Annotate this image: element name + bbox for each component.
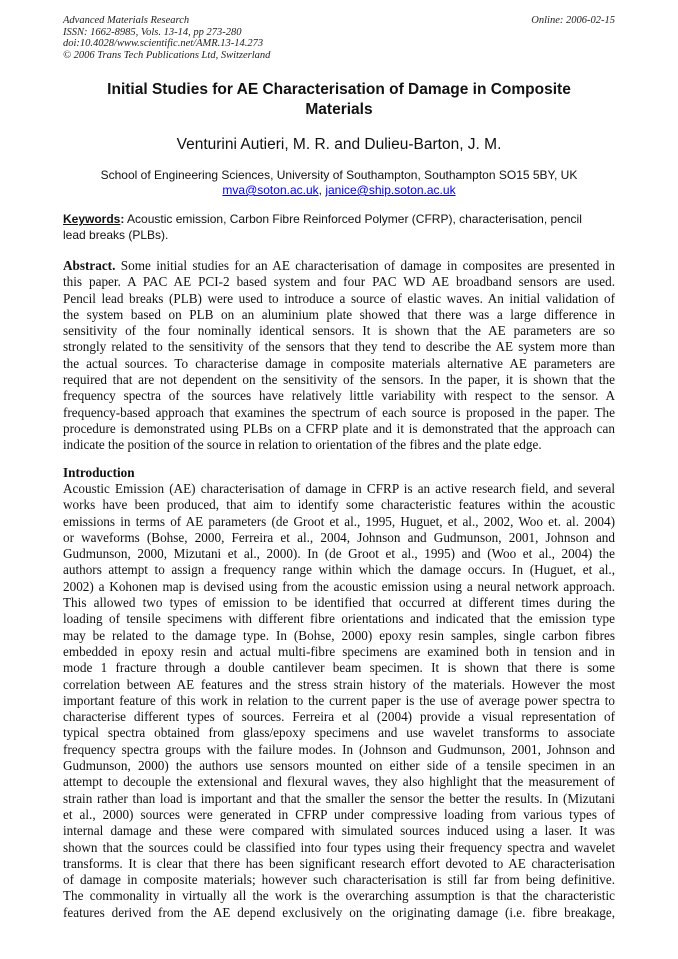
line-text: important feature of this work in relation to the current paper is the use of average power spectra to (63, 692, 615, 708)
introduction-body (63, 481, 615, 921)
text-line (63, 677, 615, 693)
text-line (63, 530, 615, 546)
line-text: sensitivity of the four nominally identical sensors. It is shown that the AE parameters are so (63, 323, 615, 339)
line-text: typical spectra obtained from glass/epoxy specimens and use wavelet transforms to associate (63, 725, 615, 741)
affiliation-block (63, 168, 615, 198)
line-text: Pencil lead breaks (PLB) were used to introduce a source of elastic waves. An initial validation of (63, 290, 615, 306)
text-line (63, 546, 615, 562)
text-line (63, 823, 615, 839)
text-line (63, 758, 615, 774)
line-text: strain rather than load is important and that the smaller the sensor the better the results. In (Mizutani (63, 790, 615, 806)
keywords-text: Acoustic emission, Carbon Fibre Reinforced Polymer (CFRP), characterisation, pencil (127, 212, 582, 226)
text-line (63, 611, 615, 627)
line-text: emissions in terms of AE parameters (de Groot et al., 1995, Huguet, et al., 2002, Woo et. al. 2004) (63, 513, 615, 529)
line-text: Gudmunson, 2000, Mizutani et al., 2000). In (de Groot et al., 1995) and (Woo et al., 2004) the (63, 546, 615, 562)
line-text: indicate the position of the source in relation to orientation of the fibres and the plate edge. (63, 437, 542, 453)
text-line (63, 807, 615, 823)
text-line (63, 437, 615, 453)
line-text: 2002) a Kohonen map is devised using from the acoustic emission using a neural network approach. (63, 578, 615, 594)
text-line (63, 644, 615, 660)
online-date: Online: 2006-02-15 (531, 15, 615, 26)
line-text: frequency spectra of the sources have relatively little variability with respect to the sensor. A (63, 388, 615, 404)
line-text: strongly related to the sensitivity of the sensors that they tend to describe the AE system more than (63, 339, 615, 355)
authors: Venturini Autieri, M. R. and Dulieu-Barton, J. M. (176, 136, 502, 153)
text-line (63, 628, 615, 644)
line-text: internal damage and these were compared with simulated sources induced using a laser. It was (63, 823, 615, 839)
text-line (63, 514, 615, 530)
line-text: Acoustic Emission (AE) characterisation of damage in CFRP is an active research field, and several (63, 481, 615, 496)
text-line (63, 339, 615, 355)
line-text: of damage in composite materials; however such characterisation is still far from being definitive. (63, 872, 615, 888)
text-line (63, 323, 615, 339)
line-text: the actual sources. To characterise damage in composite materials alternative AE parameters are (63, 355, 615, 371)
line-text: works have been produced, that aim to identify some characteristic features within the acoustic (63, 497, 615, 513)
text-line (63, 481, 615, 497)
text-line (63, 905, 615, 921)
line-text: authors attempt to assign a frequency range within which the damage occurs. In (Huguet, et al., (63, 562, 615, 578)
text-line (63, 791, 615, 807)
line-text: The commonality in virtually all the work is the overarching assumption is that the characteristic (63, 888, 615, 904)
text-line (63, 356, 615, 372)
text-line (63, 660, 615, 676)
text-line (63, 579, 615, 595)
line-text: features derived from the AE depend exclusively on the originating damage (i.e. fibre breakage, (63, 904, 615, 920)
line-text: mode 1 fracture through a double cantilever beam specimen. It is shown that there is some (63, 660, 615, 676)
text-line (63, 742, 615, 758)
doi-line: doi:10.4028/www.scientific.net/AMR.13-14.273 (63, 38, 264, 50)
section-heading-introduction: Introduction (63, 465, 135, 480)
text-line (63, 274, 615, 290)
keywords (63, 211, 615, 243)
text-line (63, 856, 615, 872)
text-line (63, 388, 615, 404)
line-text: Some initial studies for an AE characterisation of damage in composites are presented in (120, 258, 615, 273)
line-text: this paper. A PAC AE PCI-2 based system and four PAC WD AE broadband sensors are used. (63, 274, 615, 290)
abstract (63, 258, 615, 454)
email-link[interactable]: janice@ship.soton.ac.uk (325, 183, 456, 197)
line-text: This allowed two types of emission to be identified that occurred at different times during the (63, 595, 615, 611)
line-text: embedded in epoxy resin and actual multi-fibre specimens are examined both in tension and in (63, 643, 615, 659)
keywords-text: lead breaks (PLBs). (63, 228, 169, 242)
emails (63, 183, 615, 198)
text-line (63, 421, 615, 437)
line-text: attempt to decouple the extensional and flexural waves, they also highlight that the measurement of (63, 774, 615, 790)
keywords-colon: : (120, 212, 125, 226)
line-text: or waveforms (Bohse, 2000, Ferreira et al., 2004, Johnson and Gudmunson, 2001, Johnson and (63, 529, 615, 545)
text-line (63, 693, 615, 709)
text-line (63, 872, 615, 888)
line-text: Gudmunson, 2000) the authors use sensors mounted on either side of a tensile specimen in an (63, 758, 615, 774)
email-separator: , (318, 183, 326, 197)
text-line (63, 725, 615, 741)
line-text: characterise different types of sources. Ferreira et al (2004) provide a visual representation of (63, 709, 615, 725)
text-line (63, 497, 615, 513)
line-text: may be related to the damage type. In (Bohse, 2000) epoxy resin samples, single carbon fibres (63, 627, 615, 643)
line-text: frequency spectra groups with the failure modes. In (Johnson and Gudmunson, 2001, Johnson and (63, 741, 615, 757)
text-line (63, 562, 615, 578)
abstract-label: Abstract. (63, 258, 116, 273)
line-text: loading of tensile specimens with different fibre orientations and indicated that the emission type (63, 611, 615, 627)
text-line (63, 888, 615, 904)
text-line (63, 774, 615, 790)
text-line (63, 372, 615, 388)
title-line: Initial Studies for AE Characterisation of Damage in Composite (107, 81, 571, 98)
line-text: transforms. It is clear that there has been significant research effort devoted to AE characterisation (63, 855, 615, 871)
paper-title (63, 80, 615, 119)
text-line (63, 258, 615, 274)
line-text: frequency-based approach that examines the spectrum of each source is proposed in the paper. The (63, 404, 615, 420)
line-text: et al., 2000) sources were generated in CFRP under compressive loading from various types of (63, 806, 615, 822)
line-text: correlation between AE features and the stress strain history of the materials. However the most (63, 676, 615, 692)
line-text: procedure is demonstrated using PLBs on a CFRP plate and it is demonstrated that the approach can (63, 420, 615, 436)
line-text: the system based on PLB on an aluminium plate showed that there was a large difference in (63, 306, 615, 322)
journal-name: Advanced Materials Research (63, 15, 190, 26)
copyright-line: © 2006 Trans Tech Publications Ltd, Switzerland (63, 49, 271, 61)
keywords-label: Keywords (63, 212, 121, 226)
email-link[interactable]: mva@soton.ac.uk (222, 183, 319, 197)
affiliation: School of Engineering Sciences, University of Southampton, Southampton SO15 5BY, UK (100, 168, 578, 182)
text-line (63, 595, 615, 611)
text-line (63, 709, 615, 725)
title-line: Materials (305, 100, 373, 118)
text-line (63, 307, 615, 323)
journal-info (63, 15, 270, 61)
issn-line: ISSN: 1662-8985, Vols. 13-14, pp 273-280 (63, 26, 242, 38)
line-text: required that are not dependent on the sensitivity of the sensors. In the paper, it is shown that the (63, 372, 615, 388)
text-line (63, 405, 615, 421)
line-text: shown that the sources could be classified into four types using their frequency spectra and wavelet (63, 839, 615, 855)
text-line (63, 840, 615, 856)
text-line (63, 291, 615, 307)
